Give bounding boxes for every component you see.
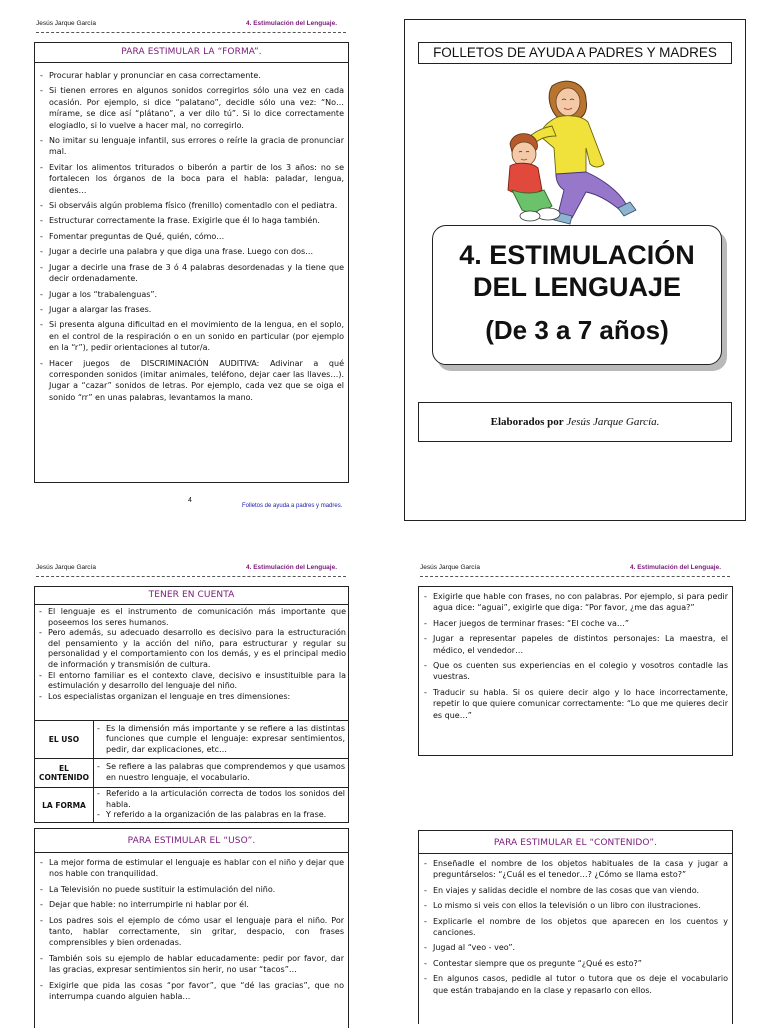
list-item: - En algunos casos, pedidle al tutor o tutora que os deje el vocabulario que están trabajando en la clase y repasarlo con ellos. <box>423 973 728 996</box>
list-item: - La mejor forma de estimular el lenguaje es hablar con el niño y dejar que nos hable con tranquilidad. <box>39 857 344 880</box>
uso-box <box>34 828 349 1028</box>
list-item: - La Televisión no puede sustituir la estimulación del niño. <box>39 884 344 895</box>
dimension-description <box>94 788 349 823</box>
header-divider <box>36 32 346 33</box>
list-item: - Enseñadle el nombre de los objetos habituales de la casa y jugar a preguntárselos: “¿Cuál es el tenedor…? ¿Cómo se llama esto?” <box>423 858 728 881</box>
cover-title-line3: (De 3 a 7 años) <box>485 315 669 345</box>
list-item: - Jugar a decirle una palabra y que diga una frase. Luego con dos… <box>39 246 344 257</box>
list-item: - En viajes y salidas decidle el nombre de las cosas que van viendo. <box>423 885 728 896</box>
frases-list <box>423 591 728 725</box>
forma-title: PARA ESTIMULAR LA “FORMA”. <box>121 47 262 57</box>
list-item: - Jugar a representar papeles de distintos personajes: La maestra, el médico, el vendedor… <box>423 633 728 656</box>
table-row <box>35 788 349 823</box>
header-section-title: 4. Estimulación del Lenguaje. <box>246 564 338 571</box>
list-item: - Se refiere a las palabras que comprendemos y que usamos en nuestro lenguaje, el vocabulario. <box>96 762 345 783</box>
list-item: - Contestar siempre que os pregunte “¿Qué es esto?” <box>423 958 728 969</box>
list-item: - Exigirle que hable con frases, no con palabras. Por ejemplo, si para pedir agua dice: “aguai”, exigirle que diga: “Por favor, ¿me das agua?” <box>423 591 728 614</box>
tener-title-divider <box>35 604 348 605</box>
list-item: - Es la dimensión más importante y se refiere a las distintas funciones que cumple el lenguaje: expresar sentimientos, pedir, dar explicaciones, etc… <box>96 724 345 756</box>
list-item: - Pero además, su adecuado desarrollo es decisivo para la estructuración del pensamiento y la acción del niño, para estructurar y regular su personalidad y el comportamiento con los demás, y es el principal medio de información y transmisión de cultura. <box>38 628 346 670</box>
mother-child-illustration <box>500 78 650 233</box>
cover-title-line2: DEL LENGUAJE <box>472 272 682 302</box>
list-item: - Hacer juegos de terminar frases: “El coche va…” <box>423 618 728 629</box>
contenido-title: PARA ESTIMULAR EL “CONTENIDO”. <box>493 838 658 848</box>
uso-list <box>39 857 344 1006</box>
list-item: - El entorno familiar es el contexto clave, decisivo e insustituible para la estimulación y desarrollo del lenguaje del niño. <box>38 671 346 692</box>
header-section-title: 4. Estimulación del Lenguaje. <box>246 20 338 27</box>
list-item: - Hacer juegos de DISCRIMINACIÓN AUDITIVA: Adivinar a qué corresponden sonidos (imitar animales, teléfono, dejar caer las llaves…). Jugar a “cazar” sonidos de letras. Por ejemplo, cada vez que se oiga el sonido “rr” en unas palabras, levantamos la mano. <box>39 358 344 404</box>
list-item: - Jugad al “veo - veo”. <box>423 942 728 953</box>
credit-label: Elaborados por <box>490 416 564 428</box>
tener-title: TENER EN CUENTA <box>148 590 235 600</box>
list-item: - Los padres sois el ejemplo de cómo usar el lenguaje para el niño. Por tanto, hablar correctamente, sin gritar, despacio, con frases comprensibles y bien ordenadas. <box>39 915 344 949</box>
footer-note: Folletos de ayuda a padres y madres. <box>242 503 343 509</box>
dimension-description <box>94 721 349 759</box>
credit-name: Jesús Jarque García. <box>566 416 660 428</box>
table-row <box>35 759 349 788</box>
tener-box <box>34 586 349 823</box>
list-item: - Evitar los alimentos triturados o biberón a partir de los 3 años: no se fortalecen los órganos de la boca para el habla: paladar, lengua, dientes… <box>39 162 344 196</box>
list-item: - También sois su ejemplo de hablar educadamente: pedir por favor, dar las gracias, expresar sentimientos sin herir, no usar “tacos”… <box>39 953 344 976</box>
list-item: - Lo mismo si veis con ellos la televisión o un libro con ilustraciones. <box>423 900 728 911</box>
list-item: - El lenguaje es el instrumento de comunicación más importante que poseemos los seres humanos. <box>38 607 346 628</box>
list-item: - Estructurar correctamente la frase. Exigirle que él lo haga también. <box>39 215 344 226</box>
uso-title-divider <box>35 852 348 853</box>
uso-title: PARA ESTIMULAR EL “USO”. <box>127 836 256 846</box>
dimensions-table <box>34 720 349 823</box>
list-item: - Si presenta alguna dificultad en el movimiento de la lengua, en el soplo, en el control de la respiración o en un sonido en particular (por ejemplo en la “r”), pedir orientaciones al tutor/a. <box>39 319 344 353</box>
list-item: - Los especialistas organizan el lenguaje en tres dimensiones: <box>38 692 346 703</box>
contenido-title-divider <box>419 853 732 854</box>
forma-title-divider <box>35 62 348 63</box>
list-item: - Jugar a alargar las frases. <box>39 304 344 315</box>
list-item: - Fomentar preguntas de Qué, quién, cómo… <box>39 231 344 242</box>
list-item: - Si observáis algún problema físico (frenillo) comentadlo con el pediatra. <box>39 200 344 211</box>
header-divider <box>420 576 730 577</box>
cover-title-card <box>432 225 722 365</box>
tener-list <box>38 607 346 702</box>
cover-credit <box>418 402 732 442</box>
list-item: - Explicarle el nombre de los objetos que aparecen en los cuentos y canciones. <box>423 916 728 939</box>
page-number: 4 <box>188 497 192 504</box>
contenido-list <box>423 858 728 1000</box>
dimension-description <box>94 759 349 788</box>
list-item: - Dejar que hable: no interrumpirle ni hablar por él. <box>39 899 344 910</box>
header-divider <box>36 576 346 577</box>
table-row <box>35 721 349 759</box>
header-section-title: 4. Estimulación del Lenguaje. <box>630 564 722 571</box>
list-item: - Jugar a los “trabalenguas”. <box>39 289 344 300</box>
header-author: Jesús Jarque García <box>36 20 96 27</box>
list-item: - No imitar su lenguaje infantil, sus errores o reírle la gracia de pronunciar mal. <box>39 135 344 158</box>
list-item: - Si tienen errores en algunos sonidos corregirlos sólo una vez en cada ocasión. Por ejemplo, si dice “palatano”, decidle sólo una vez: “No… mírame, se dice así “plátano”, a ver dilo tú”. Si lo dice correctamente elogiadlo, si lo vuelve a hacer mal, no corregirlo. <box>39 85 344 131</box>
cover-heading: FOLLETOS DE AYUDA A PADRES Y MADRES <box>418 42 732 64</box>
header-author: Jesús Jarque García <box>36 564 96 571</box>
list-item: - Referido a la articulación correcta de todos los sonidos del habla. <box>96 789 345 810</box>
dimension-label: LA FORMA <box>35 788 94 823</box>
list-item: - Traducir su habla. Si os quiere decir algo y lo hace incorrectamente, repetir lo que quiere comunicar correctamente: “Lo que me quieres decir es que…” <box>423 687 728 721</box>
list-item: - Jugar a decirle una frase de 3 ó 4 palabras desordenadas y la tiene que decir ordenadamente. <box>39 262 344 285</box>
list-item: - Procurar hablar y pronunciar en casa correctamente. <box>39 70 344 81</box>
forma-list <box>39 70 344 407</box>
forma-box <box>34 42 349 483</box>
frases-box <box>418 586 733 756</box>
list-item: - Y referido a la organización de las palabras en la frase. <box>96 810 345 821</box>
cover-title-line1: 4. ESTIMULACIÓN <box>459 240 695 270</box>
contenido-box <box>418 830 733 1024</box>
list-item: - Exigirle que pida las cosas “por favor”, que “dé las gracias”, que no interrumpa cuando alguien habla… <box>39 980 344 1003</box>
list-item: - Que os cuenten sus experiencias en el colegio y vosotros contadle las vuestras. <box>423 660 728 683</box>
header-author: Jesús Jarque García <box>420 564 480 571</box>
dimension-label: EL USO <box>35 721 94 759</box>
dimension-label: EL CONTENIDO <box>35 759 94 788</box>
